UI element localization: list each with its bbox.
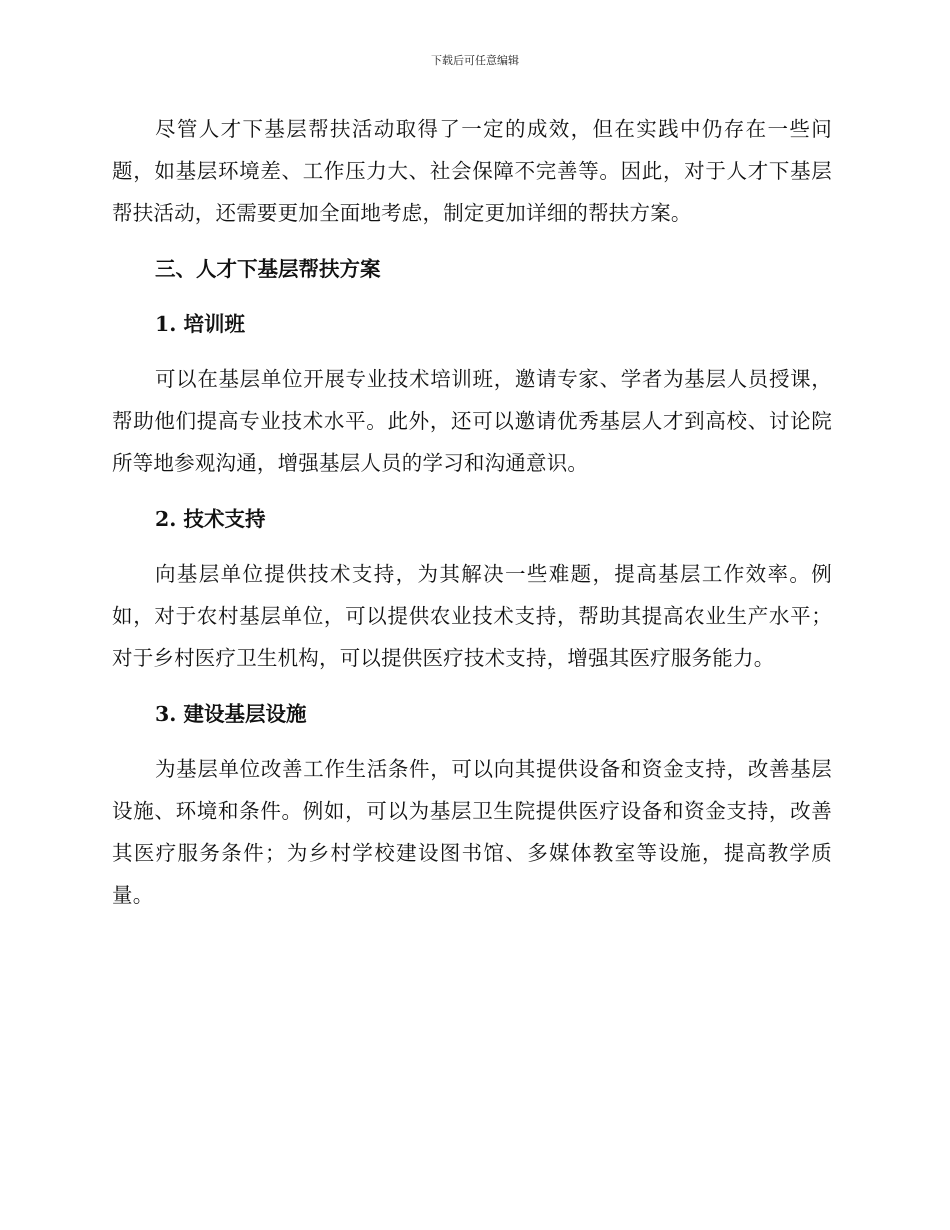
spacer [112, 679, 832, 693]
spacer [112, 735, 832, 748]
spacer [112, 234, 832, 248]
section-heading-plan: 三、人才下基层帮扶方案 [155, 257, 381, 281]
paragraph-challenges: 尽管人才下基层帮扶活动取得了一定的成效，但在实践中仍存在一些问题，如基层环境差、工作压力大、社会保障不完善等。因此，对于人才下基层帮扶活动，还需要更加全面地考虑，制定更加详细的帮扶方案。 [112, 117, 832, 225]
spacer [112, 345, 832, 358]
paragraph-training: 可以在基层单位开展专业技术培训班，邀请专家、学者为基层人员授课，帮助他们提高专业技术水平。此外，还可以邀请优秀基层人才到高校、讨论院所等地参观沟通，增强基层人员的学习和沟通意识。 [112, 367, 832, 475]
subheading-training: 1. 培训班 [155, 312, 246, 336]
spacer [112, 484, 832, 498]
paragraph-tech-support: 向基层单位提供技术支持，为其解决一些难题，提高基层工作效率。例如，对于农村基层单位，可以提供农业技术支持，帮助其提高农业生产水平；对于乡村医疗卫生机构，可以提供医疗技术支持，增强其医疗服务能力。 [112, 562, 832, 670]
spacer [112, 290, 832, 303]
paragraph-facilities: 为基层单位改善工作生活条件，可以向其提供设备和资金支持，改善基层设施、环境和条件。例如，可以为基层卫生院提供医疗设备和资金支持，改善其医疗服务条件；为乡村学校建设图书馆、多媒体教室等设施，提高教学质量。 [112, 757, 832, 907]
subheading-facilities: 3. 建设基层设施 [155, 702, 307, 726]
page-header-note: 下载后可任意编辑 [431, 54, 519, 67]
spacer [112, 540, 832, 553]
subheading-tech-support: 2. 技术支持 [155, 507, 266, 531]
document-body [112, 108, 832, 916]
